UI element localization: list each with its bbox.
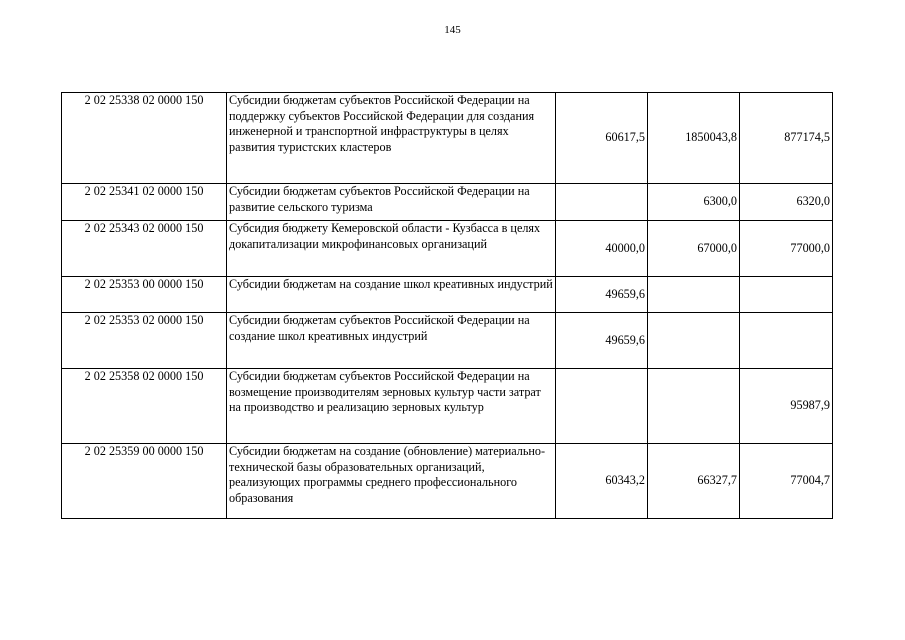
value-col-3: 877174,5 xyxy=(740,93,833,184)
table-row xyxy=(62,313,833,369)
table-row xyxy=(62,221,833,277)
value-col-1 xyxy=(556,369,648,444)
budget-item-name: Субсидии бюджетам субъектов Российской Федерации на создание школ креативных индустрий xyxy=(227,313,556,369)
page-number: 145 xyxy=(444,24,461,36)
value-col-3 xyxy=(740,277,833,313)
value-col-1: 49659,6 xyxy=(556,313,648,369)
budget-code: 2 02 25343 02 0000 150 xyxy=(62,221,227,277)
budget-item-name: Субсидия бюджету Кемеровской области - Кузбасса в целях докапитализации микрофинансовых организаций xyxy=(227,221,556,277)
budget-code: 2 02 25359 00 0000 150 xyxy=(62,444,227,519)
budget-item-name: Субсидии бюджетам субъектов Российской Федерации на возмещение производителям зерновых культур части затрат на производство и реализацию зерновых культур xyxy=(227,369,556,444)
value-col-3: 77004,7 xyxy=(740,444,833,519)
budget-code: 2 02 25358 02 0000 150 xyxy=(62,369,227,444)
budget-code: 2 02 25341 02 0000 150 xyxy=(62,184,227,221)
table-row xyxy=(62,184,833,221)
budget-code: 2 02 25353 00 0000 150 xyxy=(62,277,227,313)
budget-code: 2 02 25353 02 0000 150 xyxy=(62,313,227,369)
value-col-1: 49659,6 xyxy=(556,277,648,313)
value-col-2: 66327,7 xyxy=(648,444,740,519)
value-col-2 xyxy=(648,277,740,313)
value-col-3: 77000,0 xyxy=(740,221,833,277)
table-row xyxy=(62,93,833,184)
value-col-2 xyxy=(648,369,740,444)
value-col-2 xyxy=(648,313,740,369)
value-col-3: 95987,9 xyxy=(740,369,833,444)
budget-item-name: Субсидии бюджетам субъектов Российской Федерации на поддержку субъектов Российской Федерации для создания инженерной и транспортной инфраструктуры в целях развития туристских кластеров xyxy=(227,93,556,184)
value-col-2: 6300,0 xyxy=(648,184,740,221)
value-col-3: 6320,0 xyxy=(740,184,833,221)
table-row xyxy=(62,369,833,444)
table-row xyxy=(62,277,833,313)
budget-item-name: Субсидии бюджетам на создание (обновление) материально-технической базы образовательных организаций, реализующих программы среднего профессионального образования xyxy=(227,444,556,519)
value-col-2: 1850043,8 xyxy=(648,93,740,184)
budget-code: 2 02 25338 02 0000 150 xyxy=(62,93,227,184)
value-col-2: 67000,0 xyxy=(648,221,740,277)
value-col-1: 60343,2 xyxy=(556,444,648,519)
value-col-1: 40000,0 xyxy=(556,221,648,277)
value-col-1: 60617,5 xyxy=(556,93,648,184)
budget-table xyxy=(61,92,833,519)
value-col-3 xyxy=(740,313,833,369)
budget-item-name: Субсидии бюджетам субъектов Российской Федерации на развитие сельского туризма xyxy=(227,184,556,221)
value-col-1 xyxy=(556,184,648,221)
table-row xyxy=(62,444,833,519)
budget-item-name: Субсидии бюджетам на создание школ креативных индустрий xyxy=(227,277,556,313)
